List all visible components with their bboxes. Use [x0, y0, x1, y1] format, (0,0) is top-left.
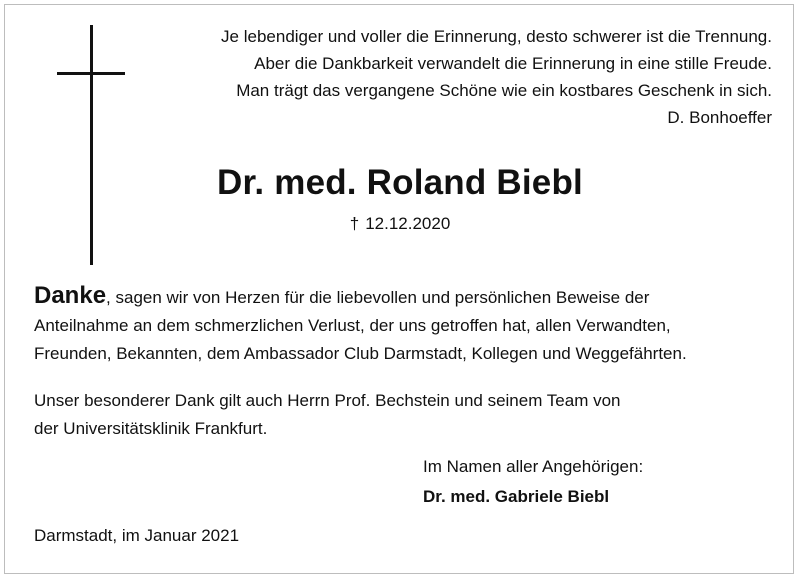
special-thanks-line: Unser besonderer Dank gilt auch Herrn Prof. Bechstein und seinem Team von: [34, 391, 621, 410]
cross-icon-bar: [57, 72, 125, 75]
signer-name: Dr. med. Gabriele Biebl: [423, 487, 610, 506]
place-date: Darmstadt, im Januar 2021: [34, 526, 240, 545]
thanks-line: Anteilnahme an dem schmerzlichen Verlust, der uns getroffen hat, allen Verwandten,: [34, 316, 671, 335]
bonhoeffer-quote: [221, 23, 772, 131]
deceased-name: Dr. med. Roland Biebl: [217, 163, 583, 202]
dagger-icon: †: [349, 214, 360, 233]
quote-line: Aber die Dankbarkeit verwandelt die Erinnerung in eine stille Freude.: [254, 54, 772, 73]
quote-line: Je lebendiger und voller die Erinnerung, desto schwerer ist die Trennung.: [221, 27, 772, 46]
thanks-line: Freunden, Bekannten, dem Ambassador Club Darmstadt, Kollegen und Weggefährten.: [34, 344, 687, 363]
special-thanks-line: der Universitätsklinik Frankfurt.: [34, 419, 268, 438]
death-date: 12.12.2020: [365, 214, 451, 233]
quote-author: D. Bonhoeffer: [667, 108, 772, 127]
signature-block: [423, 452, 643, 512]
quote-line: Man trägt das vergangene Schöne wie ein kostbares Geschenk in sich.: [236, 81, 772, 100]
thanks-lead-word: Danke: [34, 282, 107, 309]
death-date-line: [0, 214, 800, 234]
special-thanks-paragraph: [34, 387, 774, 443]
thanks-paragraph: [34, 282, 774, 368]
thanks-line: [34, 282, 774, 312]
thanks-line-text: , sagen wir von Herzen für die liebevollen und persönlichen Beweise der: [106, 288, 650, 307]
signature-intro: Im Namen aller Angehörigen:: [423, 457, 644, 476]
